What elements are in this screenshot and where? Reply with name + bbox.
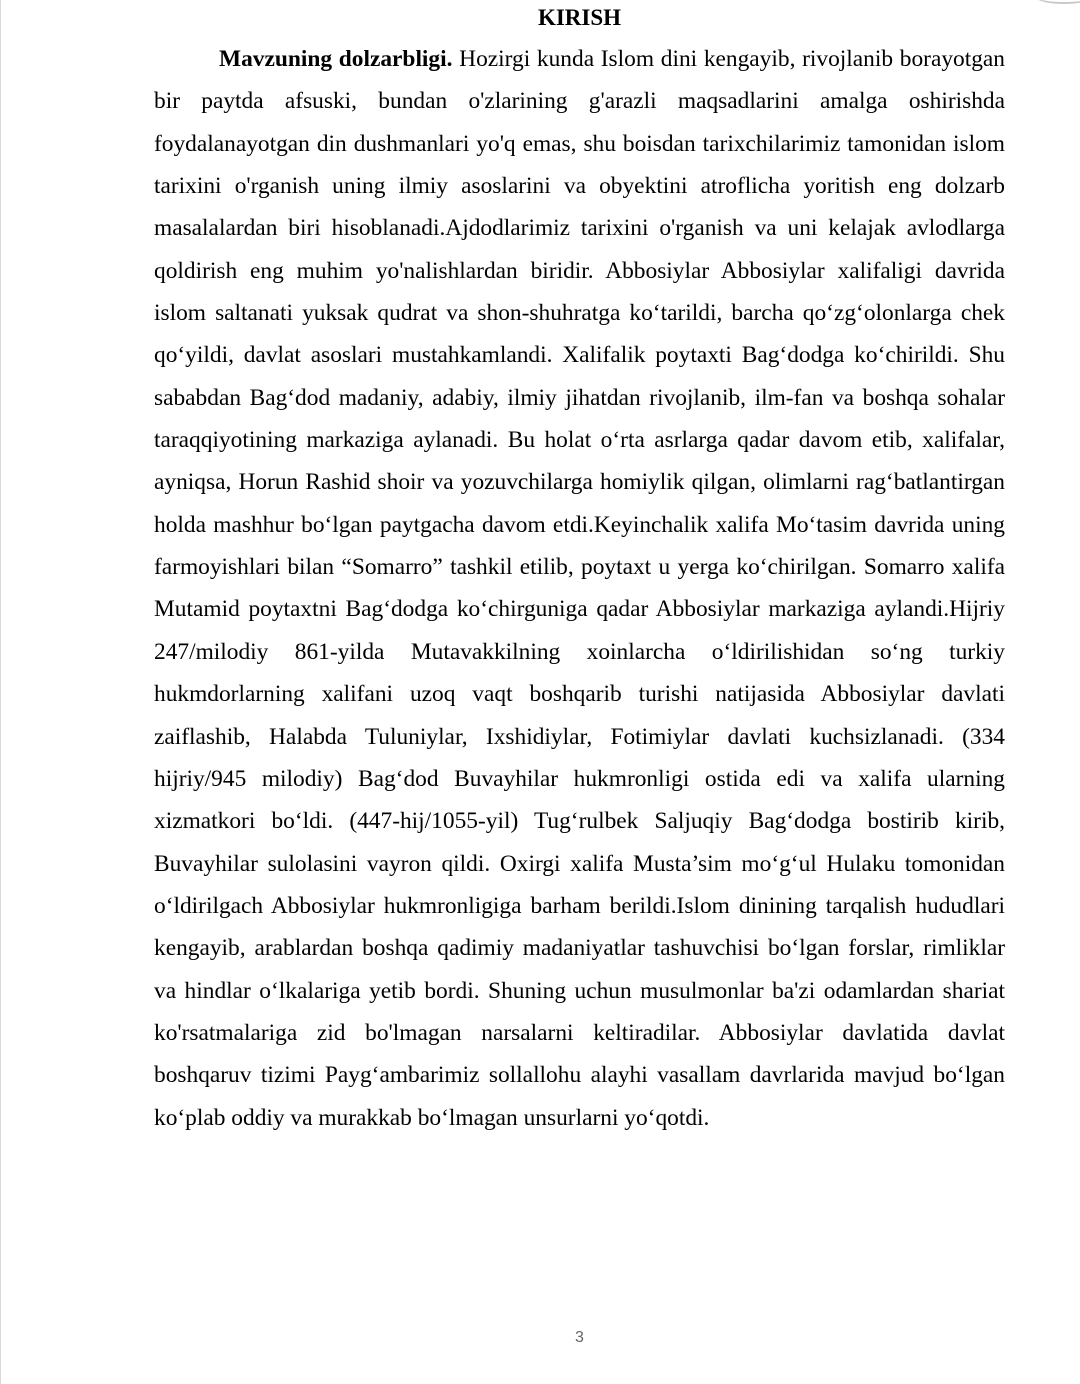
page-number: 3 (575, 1329, 584, 1346)
lead-phrase: Mavzuning dolzarbligi. (219, 46, 453, 72)
paragraph-body: Hozirgi kunda Islom dini kengayib, rivojlanib borayotgan bir paytda afsuski, bundan o'zlarining g'arazli maqsadlarini amalga oshirishda foydalanayotgan din dushmanlari yo'q emas, shu boisdan tarixchilarimiz tamonidan islom tarixini o'rganish uning ilmiy asoslarini va obyektini atroflicha yoritish eng dolzarb masalalardan biri hisoblanadi.Ajdodlarimiz tarixini o'rganish va uni kelajak avlodlarga qoldirish eng muhim yo'nalishlardan biridir. Abbosiylar Abbosiylar xalifaligi davrida islom saltanati yuksak qudrat va shon-shuhratga ko‘tarildi, barcha qo‘zg‘olonlarga chek qo‘yildi, davlat asoslari mustahkamlandi. Xalifalik poytaxti Bag‘dodga ko‘chirildi. Shu sababdan Bag‘dod madaniy, adabiy, ilmiy jihatdan rivojlanib, ilm-fan va boshqa sohalar taraqqiyotining markaziga aylanadi. Bu holat o‘rta asrlarga qadar davom etib, xalifalar, ayniqsa, Horun Rashid shoir va yozuvchilarga homiylik qilgan, olimlarni rag‘batlantirgan holda mashhur bo‘lgan paytgacha davom etdi.Keyinchalik xalifa Mo‘tasim davrida uning farmoyishlari bilan “Somarro” tashkil etilib, poytaxt u yerga ko‘chirilgan. Somarro xalifa Mutamid poytaxtni Bag‘dodga ko‘chirguniga qadar Abbosiylar markaziga aylandi.Hijriy 247/milodiy 861-yilda Mutavakkilning xoinlarcha o‘ldirilishidan so‘ng turkiy hukmdorlarning xalifani uzoq vaqt boshqarib turishi natijasida Abbosiylar davlati zaiflashib, Halabda Tuluniylar, Ixshidiylar, Fotimiylar davlati kuchsizlanadi. (334 hijriy/945 milodiy) Bag‘dod Buvayhilar hukmronligi ostida edi va xalifa ularning xizmatkori bo‘ldi. (447-hij/1055-yil) Tug‘rulbek Saljuqiy Bag‘dodga bostirib kirib, Buvayhilar sulolasini vayron qildi. Oxirgi xalifa Musta’sim mo‘g‘ul Hulaku tomonidan o‘ldirilgach Abbosiylar hukmronligiga barham berildi.Islom dinining tarqalish hududlari kengayib, arablardan boshqa qadimiy madaniyatlar tashuvchisi bo‘lgan forslar, rimliklar va hindlar o‘lkalariga yetib bordi. Shuning uchun musulmonlar ba'zi odamlardan shariat ko'rsatmalariga zid bo'lmagan narsalarni keltiradilar. Abbosiylar davlatida davlat boshqaruv tizimi Payg‘ambarimiz sollallohu alayhi vasallam davrlarida mavjud bo‘lgan ko‘plab oddiy va murakkab bo‘lmagan unsurlarni yo‘qotdi. (154, 46, 1005, 1131)
intro-paragraph (154, 38, 1005, 1139)
page-heading: KIRISH (537, 5, 622, 30)
